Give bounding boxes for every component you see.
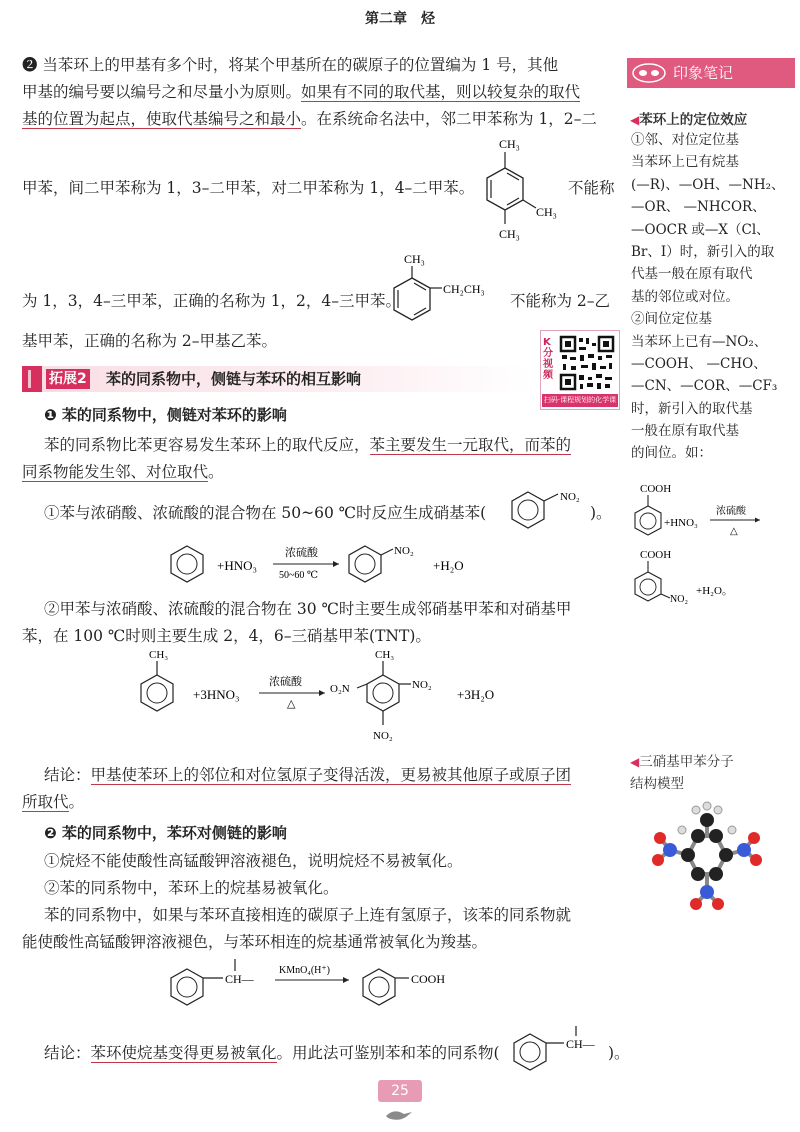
tnt-molecule-model [632, 800, 792, 920]
sidebar-note-line: ②间位定位基 [631, 311, 712, 328]
section-title: 苯的同系物中，侧链与苯环的相互影响 [106, 370, 362, 388]
nitro-label-right: NO₂ [412, 679, 432, 691]
reagent-label: +3HNO₃ [193, 687, 240, 702]
equation-toluene-nitration [135, 645, 535, 755]
sidebar-note-line: 代基一般在原有取代 [631, 266, 753, 283]
methyl-label: CH₃ [375, 649, 395, 661]
benzoic-acid-nitration-equation [630, 478, 790, 608]
qr-caption: 扫码·课程规划的化学课 [542, 394, 618, 407]
text-line: ②苯的同系物中，苯环上的烷基易被氧化。 [44, 879, 339, 897]
text-line: 不能称 [568, 179, 615, 197]
triangle-marker-icon: ◀ [630, 113, 640, 127]
text-line: ①烷烃不能使酸性高锰酸钾溶液褪色，说明烷烃不易被氧化。 [44, 852, 463, 870]
text-run: 结论： [44, 766, 91, 784]
conclusion [22, 762, 622, 816]
sidebar-note-line: 基的邻位或对位。 [631, 288, 739, 305]
nitro-label-left: O₂N [330, 683, 350, 695]
text-run: 。在系统命名法中，邻二甲苯称为 1，2–二 [301, 110, 597, 128]
text-line: 能使酸性高锰酸钾溶液褪色，与苯环相连的烷基通常被氧化为羧基。 [22, 933, 488, 951]
section-badge: 拓展2 [46, 369, 90, 389]
qr-code-icon [559, 335, 615, 391]
nitro-label: NO₂ [670, 594, 688, 605]
nitro-label: NO₂ [394, 545, 414, 557]
catalyst-label: 浓硫酸 [285, 547, 318, 559]
paragraph [22, 848, 622, 956]
text-run: 。 [208, 463, 224, 481]
subsection-title: ❶ 苯的同系物中，侧链对苯环的影响 [44, 406, 287, 424]
sidebar-note-line: Br、I）时，新引入的取 [631, 243, 775, 260]
text-run: 结论： [44, 1044, 91, 1062]
catalyst-label: 浓硫酸 [716, 506, 746, 517]
text-line: ②甲苯与浓硝酸、浓硫酸的混合物在 30 ℃时主要生成邻硝基甲苯和对硝基甲 [44, 600, 572, 618]
book-icon-stripe [28, 370, 31, 388]
text-line: 苯，在 100 ℃时则主要生成 2，4，6–三硝基甲苯(TNT)。 [22, 627, 431, 645]
notebook-icon [631, 62, 667, 84]
sidebar-note-line: —CN、—COR、—CF₃ [631, 378, 778, 395]
book-icon [22, 366, 42, 392]
video-qr-block[interactable] [540, 330, 620, 410]
carboxyl-label: COOH [640, 483, 672, 495]
text-line: ①苯与浓硝酸、浓硫酸的混合物在 50~60 ℃时反应生成硝基苯( [44, 504, 487, 522]
underlined-text: 苯主要发生一元取代，而苯的 [369, 436, 572, 454]
methyl-label: CH₃ [404, 252, 425, 266]
nitro-label-bottom: NO₂ [373, 730, 393, 742]
oxidant-label: KMnO₄(H⁺) [279, 965, 330, 976]
underlined-text: 基的位置为起点，使取代基编号之和最小 [22, 110, 302, 128]
nitrobenzene-inline-structure [508, 488, 590, 534]
trimethylbenzene-structure [478, 130, 578, 245]
text-run: 甲基的编号要以编号之和尽量小为原则。 [22, 83, 302, 101]
section-header [22, 366, 532, 392]
text-line: 基甲苯，正确的名称为 2–甲基乙苯。 [22, 332, 278, 350]
catalyst-label: 浓硫酸 [269, 676, 302, 688]
methyl-label-right: CH₃ [536, 205, 557, 219]
text-line: 苯的同系物中，如果与苯环直接相连的碳原子上连有氢原子，该苯的同系物就 [44, 906, 572, 924]
equation-benzene-nitration [165, 540, 495, 590]
sidebar-note-line: 一般在原有取代基 [631, 423, 739, 440]
sidebar-title: 印象笔记 [673, 64, 734, 82]
underlined-text: 同系物能发生邻、对位取代 [22, 463, 209, 481]
text-line: 甲苯，间二甲苯称为 1，3–二甲苯，对二甲苯称为 1，4–二甲苯。 [22, 179, 475, 197]
text-run: 。用此法可鉴别苯和苯的同系物( [276, 1044, 500, 1062]
sidebar-note-line: —OOCR 或—X（Cl、 [631, 221, 770, 238]
sidebar-header [627, 58, 795, 88]
text-run: 。 [68, 793, 85, 811]
water-label: +3H₂O [457, 687, 495, 702]
text-run: )。 [608, 1044, 630, 1062]
sidebar-note-line: —OR、 —NHCOR、 [631, 199, 766, 216]
carboxyl-label: COOH [640, 549, 672, 561]
underlined-text: 所取代 [22, 793, 69, 811]
text-run: 苯的同系物比苯更容易发生苯环上的取代反应， [44, 436, 370, 454]
triangle-marker-icon: ◀ [630, 755, 640, 769]
sidebar-note-line: 当苯环上已有烷基 [631, 154, 739, 171]
condition-label: 50~60 ℃ [279, 570, 319, 581]
methyl-label-bottom: CH₃ [499, 227, 520, 241]
sidebar-note-line: —COOH、 —CHO、 [631, 355, 767, 372]
model-caption: ◀三硝基甲苯分子 结构模型 [630, 754, 734, 792]
carboxyl-label: COOH [411, 972, 446, 986]
paragraph [22, 432, 622, 486]
paragraph-numbering-rule [22, 52, 622, 133]
qr-label: K分视频 [543, 337, 553, 381]
sidebar-note-line: 当苯环上已有—NO₂、 [631, 333, 768, 350]
ethyl-label: CH₂CH₃ [443, 282, 485, 296]
sidebar-note-line: (—R)、—OH、—NH₂、 [631, 176, 785, 193]
chapter-header: 第二章 烃 [365, 11, 435, 27]
underlined-text: 如果有不同的取代基，则以较复杂的取代 [301, 83, 581, 101]
bird-icon [384, 1106, 414, 1124]
water-label: +H₂O。 [696, 585, 733, 597]
sidebar-note-line: ①邻、对位定位基 [631, 132, 739, 148]
condition-label: △ [730, 526, 738, 537]
nitro-label: NO₂ [560, 491, 580, 503]
benzene-alkyl-inline-structure [510, 1026, 610, 1074]
text-line: 为 1，3，4–三甲苯，正确的名称为 1，2，4–三甲苯。 [22, 292, 402, 310]
underlined-text: 苯环使烷基变得更易被氧化 [90, 1044, 277, 1062]
methyl-label-top: CH₃ [499, 137, 520, 151]
conclusion [44, 1040, 500, 1067]
sidebar-note-line: 时，新引入的取代基 [631, 400, 753, 417]
page-number: 25 [378, 1080, 422, 1102]
sidebar-notes [631, 130, 796, 466]
alkyl-group-label: CH— [566, 1037, 595, 1051]
reagent-label: +HNO₃ [217, 558, 258, 573]
paragraph [22, 596, 622, 650]
text-line: 不能称为 2–乙 [510, 292, 611, 310]
sidebar-section-title: ◀苯环上的定位效应 [630, 112, 748, 128]
reagent-label: +HNO₃ [664, 517, 698, 529]
alkyl-group-label: CH— [225, 972, 254, 986]
text-line: ❷ 当苯环上的甲基有多个时，将某个甲基所在的碳原子的位置编为 1 号，其他 [22, 56, 559, 74]
underlined-text: 甲基使苯环上的邻位和对位氢原子变得活泼，更易被其他原子或原子团 [90, 766, 572, 784]
text-run: )。 [590, 504, 612, 522]
water-label: +H₂O [433, 558, 464, 573]
sidebar-note-line: 的间位。如： [631, 445, 712, 462]
condition-label: △ [287, 698, 296, 710]
equation-side-chain-oxidation [165, 955, 495, 1015]
methyl-label: CH₃ [149, 649, 169, 661]
subsection-title: ❷ 苯的同系物中，苯环对侧链的影响 [44, 824, 287, 842]
methylethylbenzene-structure [380, 248, 515, 328]
